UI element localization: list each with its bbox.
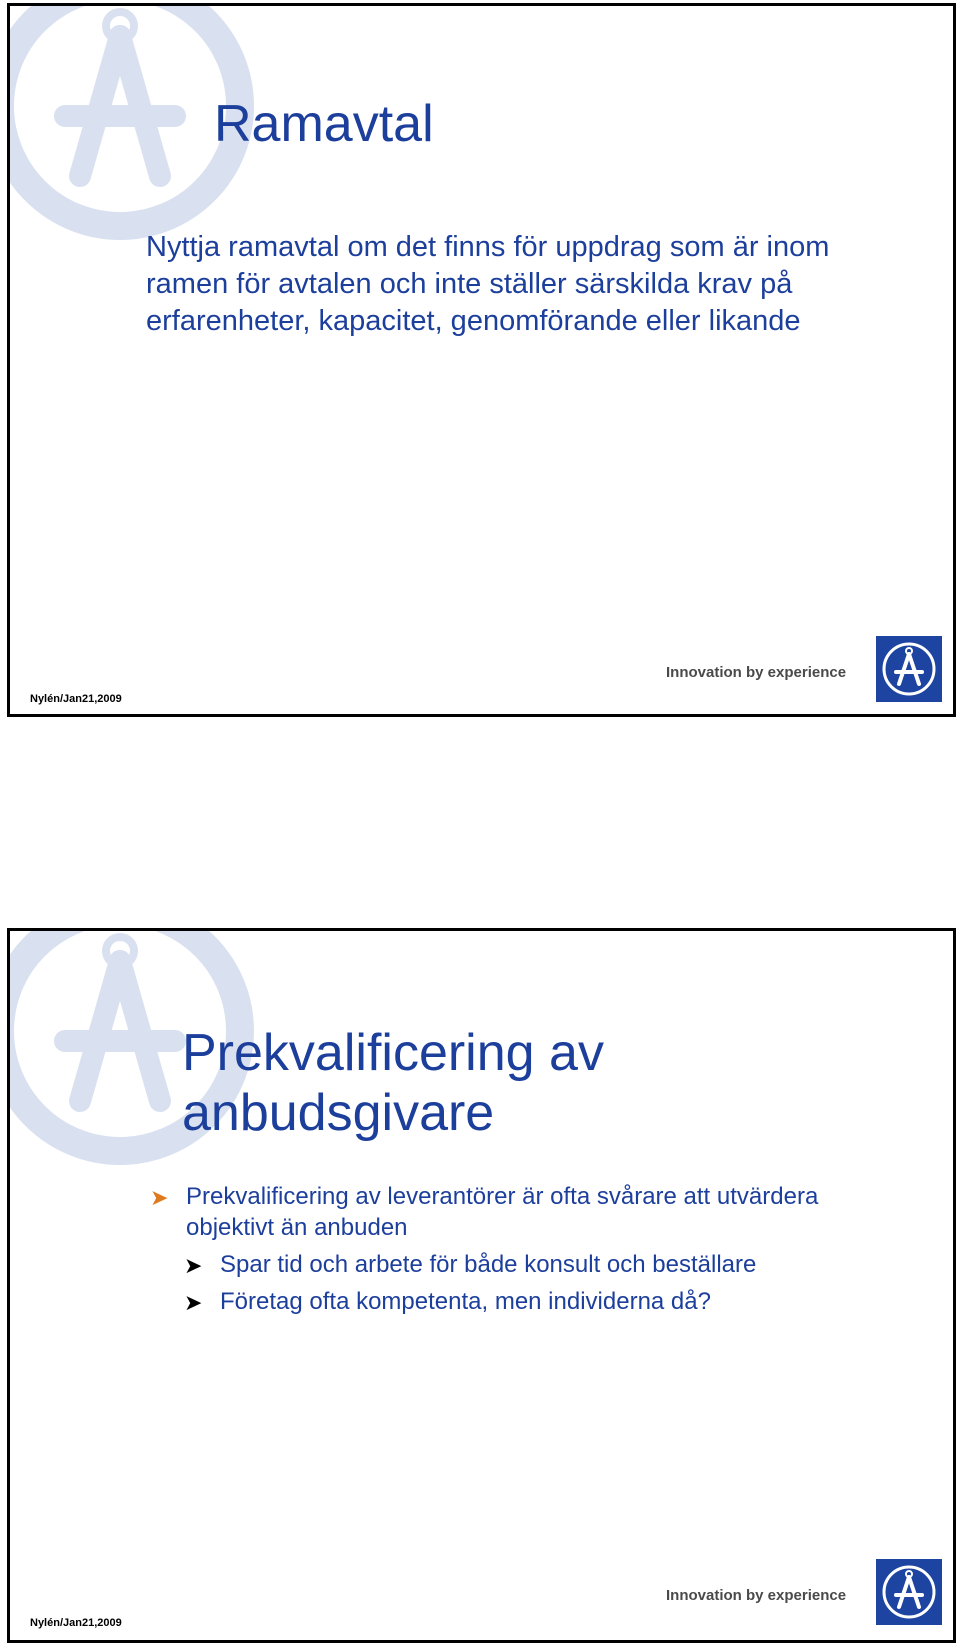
footer-tagline: Innovation by experience	[666, 1587, 847, 1604]
bullet-item	[150, 1181, 910, 1243]
bullet-item	[184, 1249, 910, 1280]
slide-1	[7, 3, 956, 717]
company-logo-icon	[876, 636, 942, 702]
footer-tagline: Innovation by experience	[666, 664, 847, 681]
footer-date: Nylén/Jan21,2009	[30, 693, 122, 705]
company-logo-icon	[876, 1559, 942, 1625]
bullet-item	[184, 1286, 910, 1317]
arrow-bullet-icon: ➤	[150, 1185, 169, 1210]
arrow-bullet-icon: ➤	[184, 1290, 203, 1315]
slide-title: Ramavtal	[214, 95, 434, 153]
arrow-bullet-icon: ➤	[184, 1253, 203, 1278]
bullet-text: Prekvalificering av leverantörer är ofta svårare att utvärdera objektivt än anbuden	[186, 1183, 819, 1241]
bullet-text: Spar tid och arbete för både konsult och beställare	[220, 1251, 757, 1278]
bullet-text: Företag ofta kompetenta, men individerna då?	[220, 1288, 711, 1315]
footer-date: Nylén/Jan21,2009	[30, 1617, 122, 1629]
slide-body-text: Nyttja ramavtal om det finns för uppdrag som är inom ramen för avtalen och inte ställer särskilda krav på erfarenheter, kapacitet, genomförande eller likande	[146, 231, 830, 337]
slide-title: Prekvalificering av anbudsgivare	[182, 1024, 604, 1142]
slide-2	[7, 928, 956, 1643]
bullet-list	[150, 1181, 910, 1317]
